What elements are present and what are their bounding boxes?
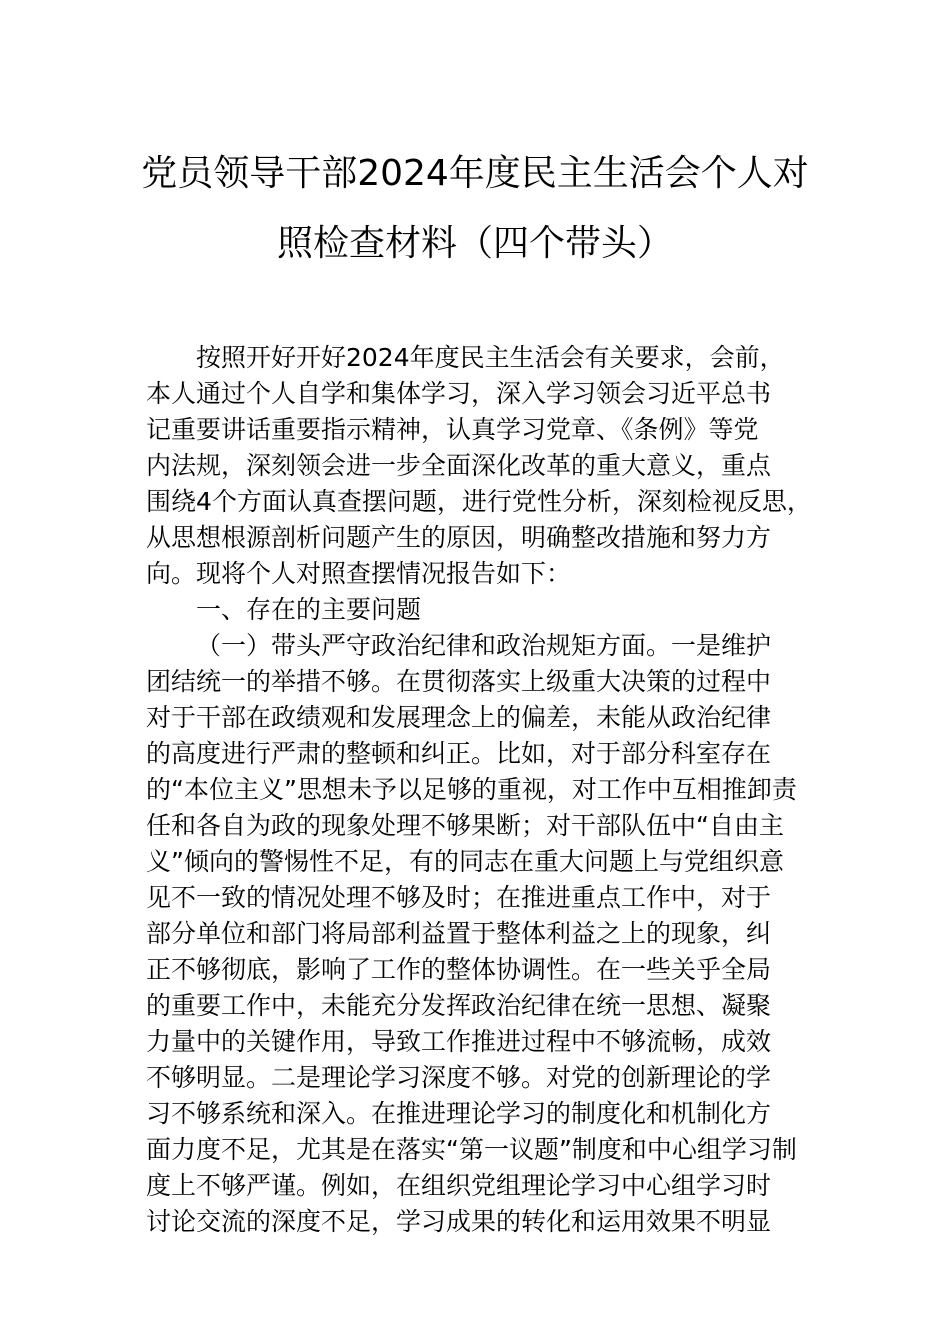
paragraph-section-line: 义”倾向的警惕性不足，有的同志在重大问题上与党组织意 [146, 847, 784, 876]
paragraph-section-line: 讨论交流的深度不足，学习成果的转化和运用效果不明显 [146, 1207, 772, 1236]
document-title-line-2: 照检查材料（四个带头） [276, 223, 673, 264]
paragraph-section-line: 任和各自为政的现象处理不够果断；对干部队伍中“自由主 [146, 811, 784, 840]
paragraph-intro-line: 记重要讲话重要指示精神，认真学习党章、《条例》等党 [146, 415, 759, 444]
paragraph-section-line: 度上不够严谨。例如，在组织党组理论学习中心组学习时 [146, 1171, 772, 1200]
paragraph-section-line: 正不够彻底，影响了工作的整体协调性。在一些关乎全局 [146, 955, 772, 984]
section-heading: 一、存在的主要问题 [196, 595, 422, 624]
paragraph-section-line: 团结统一的举措不够。在贯彻落实上级重大决策的过程中 [146, 667, 772, 696]
paragraph-intro-line: 内法规，深刻领会进一步全面深化改革的重大意义，重点 [146, 451, 772, 480]
document-title-line-1: 党员领导干部2024年度民主生活会个人对 [141, 153, 809, 194]
paragraph-section-line: 的高度进行严肃的整顿和纠正。比如，对于部分科室存在 [146, 739, 772, 768]
paragraph-section-line: （一）带头严守政治纪律和政治规矩方面。一是维护 [196, 631, 772, 660]
paragraph-section-line: 的重要工作中，未能充分发挥政治纪律在统一思想、凝聚 [146, 991, 772, 1020]
paragraph-section-line: 力量中的关键作用，导致工作推进过程中不够流畅，成效 [146, 1027, 772, 1056]
paragraph-intro-line: 向。现将个人对照查摆情况报告如下： [146, 559, 572, 588]
paragraph-section-line: 习不够系统和深入。在推进理论学习的制度化和机制化方 [146, 1099, 772, 1128]
paragraph-intro-line: 本人通过个人自学和集体学习，深入学习领会习近平总书 [146, 379, 772, 408]
paragraph-section-line: 部分单位和部门将局部利益置于整体利益之上的现象，纠 [146, 919, 772, 948]
paragraph-intro-line: 从思想根源剖析问题产生的原因，明确整改措施和努力方 [146, 523, 772, 552]
paragraph-section-line: 对于干部在政绩观和发展理念上的偏差，未能从政治纪律 [146, 703, 772, 732]
paragraph-section-line: 不够明显。二是理论学习深度不够。对党的创新理论的学 [146, 1063, 772, 1092]
paragraph-intro-line: 按照开好开好2024年度民主生活会有关要求，会前， [196, 343, 785, 372]
paragraph-intro-line: 围绕4个方面认真查摆问题，进行党性分析，深刻检视反思， [146, 487, 812, 516]
paragraph-section-line: 面力度不足，尤其是在落实“第一议题”制度和中心组学习制 [146, 1135, 797, 1164]
paragraph-section-line: 见不一致的情况处理不够及时；在推进重点工作中，对于 [146, 883, 772, 912]
paragraph-section-line: 的“本位主义”思想未予以足够的重视，对工作中互相推卸责 [146, 775, 797, 804]
